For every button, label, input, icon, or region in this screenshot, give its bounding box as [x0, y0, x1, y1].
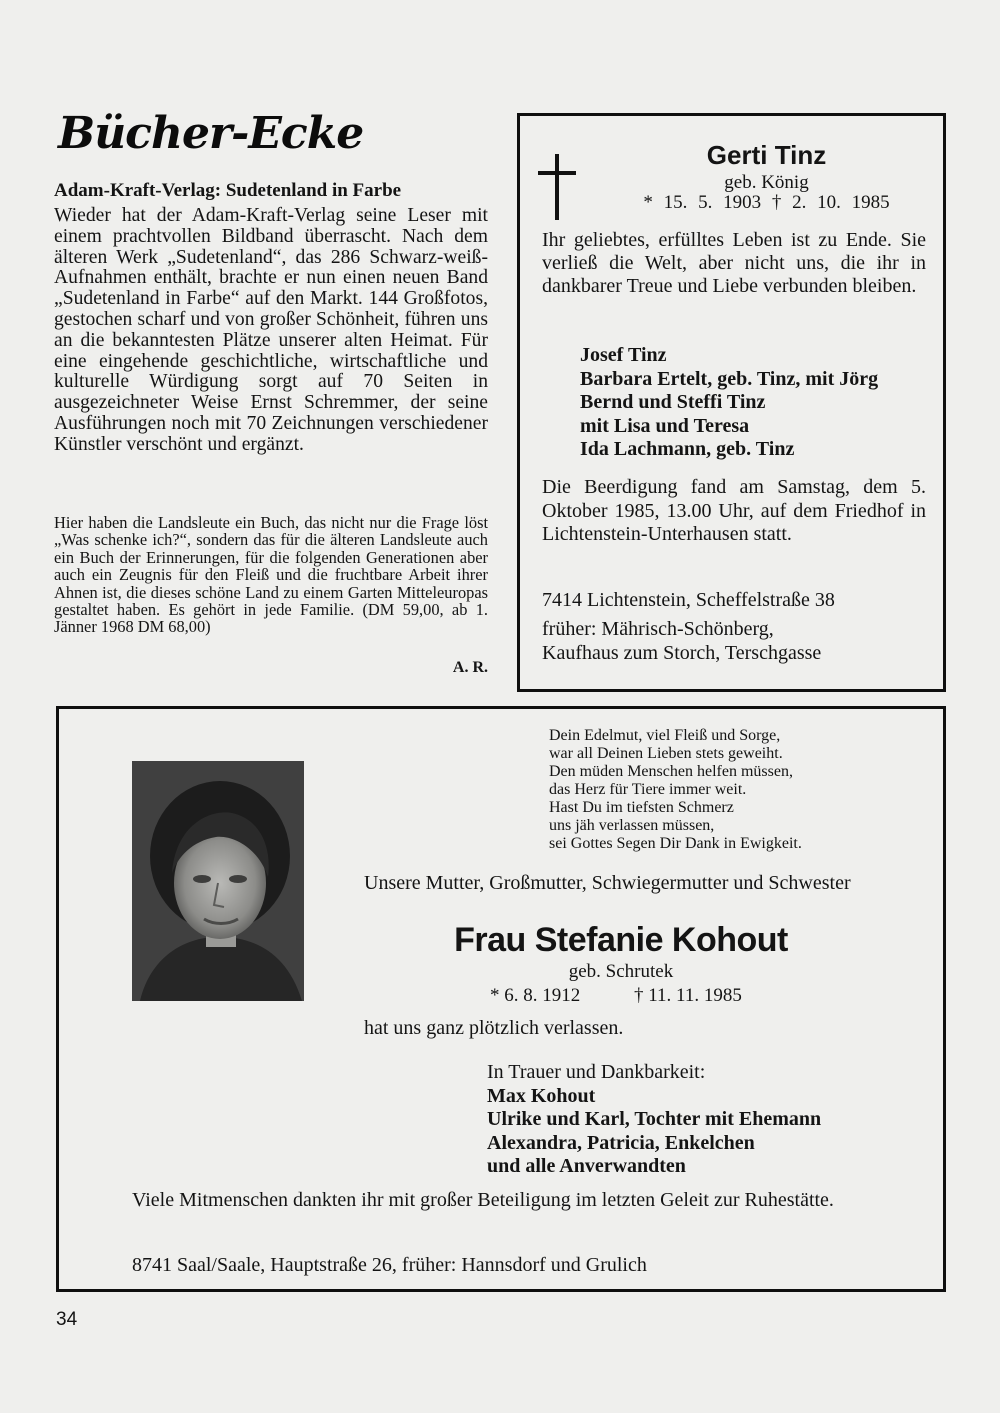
- former-address-line: früher: Mährisch-Schönberg,: [542, 618, 774, 640]
- maiden-name: geb. Schrutek: [568, 961, 674, 982]
- portrait-image: [132, 761, 304, 1001]
- portrait-photo: [132, 761, 304, 1001]
- mourner: Ulrike und Karl, Tochter mit Ehemann: [487, 1108, 822, 1131]
- mourner: Josef Tinz: [580, 344, 667, 366]
- obituary-text: Ihr geliebtes, erfülltes Leben ist zu Ende. Sie verließ die Welt, aber nicht uns, die ihr in dankbarer Treue und Liebe verbunden bleiben.: [542, 229, 926, 297]
- mourners-list: [580, 344, 930, 462]
- obituary-tinz: [517, 113, 946, 692]
- books-heading: Bücher-Ecke: [58, 108, 364, 159]
- life-dates: * 15. 5. 1903 † 2. 10. 1985: [643, 192, 890, 213]
- mourners-list: [487, 1085, 917, 1178]
- books-initials: A. R.: [452, 659, 488, 676]
- former-address: [542, 618, 942, 665]
- funeral-notice: Die Beerdigung fand am Samstag, dem 5. Oktober 1985, 13.00 Uhr, auf dem Friedhof in Lichtenstein-Unterhausen statt.: [542, 476, 926, 545]
- mourner: Max Kohout: [487, 1085, 596, 1107]
- poem-line: uns jäh verlassen müssen,: [549, 817, 715, 834]
- mourner: Ida Lachmann, geb. Tinz: [580, 438, 795, 460]
- poem-line: war all Deinen Lieben stets geweiht.: [549, 745, 783, 762]
- books-body: Wieder hat der Adam-Kraft-Verlag seine Leser mit einem prachtvollen Bildband überrascht. Nach dem älteren Werk „Sudetenland“, das 286 Schwarz-weiß-Aufnahmen enthält, brachte er nun einen neuen Band „Sudetenland in Farbe“ auf den Markt. 144 Großfotos, gestochen scharf und von großer Schönheit, führen uns an die bekanntesten Plätze unserer alten Heimat. Für eine eingehende geschichtliche, wirtschaftliche und kulturelle Würdigung sorgt auf 70 Seiten in ausgezeichneter Weise Ernst Schremmer, der seine Ausführungen noch mit 70 Zeichnungen verschiedener Künstler verschönt und ergänzt.: [54, 205, 488, 455]
- address: 7414 Lichtenstein, Scheffelstraße 38: [542, 589, 835, 611]
- passing-statement: hat uns ganz plötzlich verlassen.: [364, 1017, 624, 1039]
- mourner: mit Lisa und Teresa: [580, 414, 750, 437]
- page-number: 34: [56, 1309, 78, 1330]
- poem-line: das Herz für Tiere immer weit.: [549, 781, 747, 798]
- poem-line: Den müden Menschen helfen müssen,: [549, 763, 793, 780]
- books-subheading: Adam-Kraft-Verlag: Sudetenland in Farbe: [54, 180, 402, 201]
- deceased-name: Frau Stefanie Kohout: [454, 921, 788, 959]
- poem-line: sei Gottes Segen Dir Dank in Ewigkeit.: [549, 835, 802, 852]
- mourning-label: In Trauer und Dankbarkeit:: [487, 1061, 706, 1083]
- mourner: und alle Anverwandten: [487, 1154, 686, 1177]
- birth-date: * 6. 8. 1912: [490, 985, 581, 1006]
- books-body-small: Hier haben die Landsleute ein Buch, das nicht nur die Frage löst „Was schenke ich?“, sondern das für die älteren Landsleute auch ein Buch der Erinnerungen, für die folgenden Generationen aber auch ein Zeugnis für den Fleiß und die fruchtbare Arbeit ihrer Ahnen ist, die dieses schöne Land zu einem Garten Mitteleuropas gestaltet haben. Es gehört in jede Familie. (DM 59,00, ab 1. Jänner 1968 DM 68,00): [54, 513, 488, 637]
- mourner: Barbara Ertelt, geb. Tinz, mit Jörg: [580, 367, 879, 390]
- death-date: † 11. 11. 1985: [634, 985, 742, 1006]
- deceased-name: Gerti Tinz: [706, 140, 827, 170]
- mourner: Alexandra, Patricia, Enkelchen: [487, 1131, 755, 1154]
- mourner: Bernd und Steffi Tinz: [580, 391, 766, 413]
- poem-line: Hast Du im tiefsten Schmerz: [549, 799, 734, 816]
- former-address-line: Kaufhaus zum Storch, Terschgasse: [542, 641, 822, 664]
- poem-line: Dein Edelmut, viel Fleiß und Sorge,: [549, 727, 781, 744]
- thanks-text: Viele Mitmenschen dankten ihr mit großer Beteiligung im letzten Geleit zur Ruhestätte.: [132, 1189, 834, 1211]
- relation-intro: Unsere Mutter, Großmutter, Schwiegermutter und Schwester: [364, 872, 851, 894]
- memorial-poem: [549, 727, 929, 853]
- obituary-kohout: [56, 706, 946, 1292]
- maiden-name: geb. König: [724, 172, 809, 193]
- address: 8741 Saal/Saale, Hauptstraße 26, früher: Hannsdorf und Grulich: [132, 1254, 647, 1276]
